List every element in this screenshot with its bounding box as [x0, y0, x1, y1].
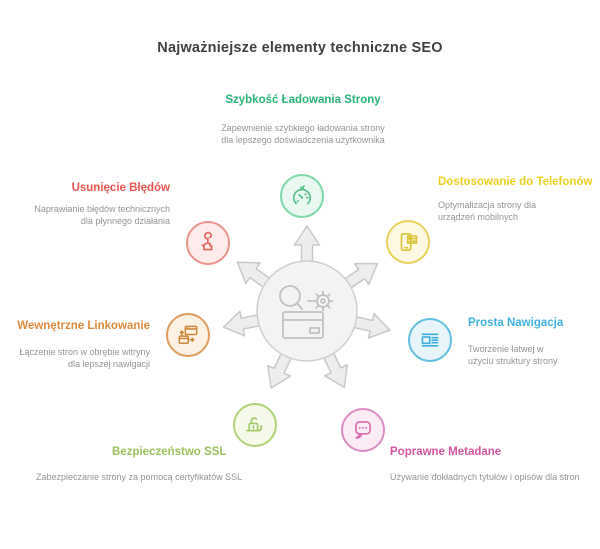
item-ssl-description: Zabezpieczanie strony za pomocą certyfikatów SSL: [36, 472, 243, 482]
item-page-speed-heading: Szybkość Ładowania Strony: [225, 94, 381, 106]
page-layout-icon: [417, 327, 443, 353]
node-linking: [166, 313, 210, 357]
hub-diagram: [212, 216, 402, 406]
wrench-hand-icon: [195, 230, 221, 256]
item-navigation-heading: Prosta Nawigacja: [468, 317, 564, 329]
item-linking-description: Łączenie stron w obrębie witryny dla lepszej nawigacji: [19, 347, 150, 369]
item-navigation-description: Tworzenie łatwej w użyciu struktury strony: [468, 344, 558, 366]
page-title: Najważniejsze elementy techniczne SEO: [157, 40, 443, 56]
hub-circle: [257, 261, 357, 361]
node-navigation: [408, 318, 452, 362]
item-linking-heading: Wewnętrzne Linkowanie: [17, 320, 150, 332]
linked-windows-icon: [175, 322, 201, 348]
item-ssl-heading: Bezpieczeństwo SSL: [112, 446, 227, 458]
mobile-phone-icon: [395, 229, 421, 255]
node-page-speed: [280, 174, 324, 218]
item-mobile-heading: Dostosowanie do Telefonów: [438, 176, 593, 188]
padlock-cable-icon: [242, 412, 268, 438]
node-ssl: [233, 403, 277, 447]
node-mobile: [386, 220, 430, 264]
node-metadata: [341, 408, 385, 452]
speech-bubble-icon: [350, 417, 376, 443]
speedometer-icon: [289, 183, 315, 209]
item-metadata-heading: Poprawne Metadane: [390, 446, 502, 458]
item-page-speed-description: Zapewnienie szybkiego ładowania strony dla lepszego doświadczenia użytkownika: [221, 123, 385, 145]
item-mobile-description: Optymalizacja strony dla urządzeń mobilnych: [438, 200, 537, 222]
item-metadata-description: Używanie dokładnych tytułów i opisów dla stron: [390, 472, 580, 482]
item-errors-description: Naprawianie błędów technicznych dla płynnego działania: [34, 204, 170, 226]
node-errors: [186, 221, 230, 265]
item-errors-heading: Usunięcie Błędów: [71, 182, 170, 194]
